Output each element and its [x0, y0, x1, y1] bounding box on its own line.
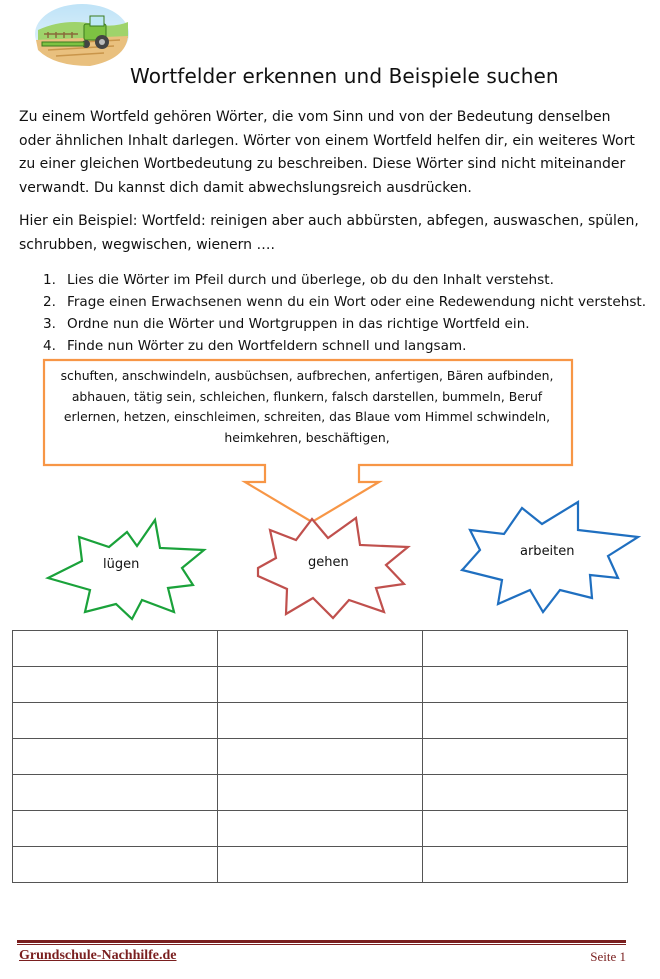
table-row — [13, 703, 628, 739]
answer-cell[interactable] — [423, 631, 628, 667]
answer-cell[interactable] — [423, 775, 628, 811]
answer-cell[interactable] — [423, 811, 628, 847]
example-paragraph: Hier ein Beispiel: Wortfeld: reinigen aber auch abbürsten, abfegen, auswaschen, spülen, schrubben, wegwischen, wienern …. — [19, 213, 639, 253]
answer-cell[interactable] — [218, 775, 423, 811]
answer-cell[interactable] — [218, 847, 423, 883]
answer-cell[interactable] — [13, 811, 218, 847]
step-number: 1. — [43, 272, 56, 288]
answer-cell[interactable] — [13, 847, 218, 883]
step-text: Lies die Wörter im Pfeil durch und überlege, ob du den Inhalt verstehst. — [67, 272, 554, 288]
footer-divider — [17, 940, 626, 943]
answer-cell[interactable] — [423, 847, 628, 883]
burst-label-arbeiten: arbeiten — [520, 544, 575, 559]
answer-cell[interactable] — [423, 667, 628, 703]
answer-cell[interactable] — [218, 631, 423, 667]
answer-cell[interactable] — [13, 667, 218, 703]
answer-cell[interactable] — [218, 703, 423, 739]
table-row — [13, 811, 628, 847]
intro-paragraph: Zu einem Wortfeld gehören Wörter, die vom Sinn und von der Bedeutung denselben oder ähnlichen Inhalt darlegen. Wörter von einem Wortfeld helfen dir, ein weiteres Wort zu einer gleichen Wortbedeutung zu beschreiben. Diese Wörter sind nicht miteinander verwandt. Du kannst dich damit abwechslungsreich ausdrücken. — [19, 109, 635, 196]
footer-site-link[interactable]: Grundschule-Nachhilfe.de — [19, 948, 177, 963]
answer-cell[interactable] — [13, 775, 218, 811]
table-row — [13, 631, 628, 667]
table-row — [13, 739, 628, 775]
answer-cell[interactable] — [13, 631, 218, 667]
table-row — [13, 847, 628, 883]
step-number: 2. — [43, 294, 56, 310]
footer-divider — [17, 944, 626, 945]
step-number: 4. — [43, 338, 56, 354]
page-number: Seite 1 — [590, 949, 626, 964]
answer-table — [12, 630, 628, 883]
answer-cell[interactable] — [218, 667, 423, 703]
answer-cell[interactable] — [218, 811, 423, 847]
table-row — [13, 667, 628, 703]
step-text: Frage einen Erwachsenen wenn du ein Wort oder eine Redewendung nicht verstehst. — [67, 294, 647, 310]
burst-label-gehen: gehen — [308, 555, 349, 570]
burst-label-luegen: lügen — [103, 557, 140, 572]
page-title: Wortfelder erkennen und Beispiele suchen — [130, 64, 559, 88]
table-row — [13, 775, 628, 811]
answer-cell[interactable] — [13, 739, 218, 775]
answer-cell[interactable] — [423, 739, 628, 775]
step-text: Finde nun Wörter zu den Wortfeldern schnell und langsam. — [67, 338, 467, 354]
word-pool-text: schuften, anschwindeln, ausbüchsen, aufbrechen, anfertigen, Bären aufbinden, abhauen, tätig sein, schleichen, flunkern, falsch darstellen, bummeln, Beruf erlernen, hetzen, einschleimen, schreiten, das Blaue vom Himmel schwindeln, heimkehren, beschäftigen, — [60, 368, 554, 445]
answer-cell[interactable] — [218, 739, 423, 775]
step-number: 3. — [43, 316, 56, 332]
step-text: Ordne nun die Wörter und Wortgruppen in das richtige Wortfeld ein. — [67, 316, 530, 332]
answer-cell[interactable] — [13, 703, 218, 739]
answer-cell[interactable] — [423, 703, 628, 739]
